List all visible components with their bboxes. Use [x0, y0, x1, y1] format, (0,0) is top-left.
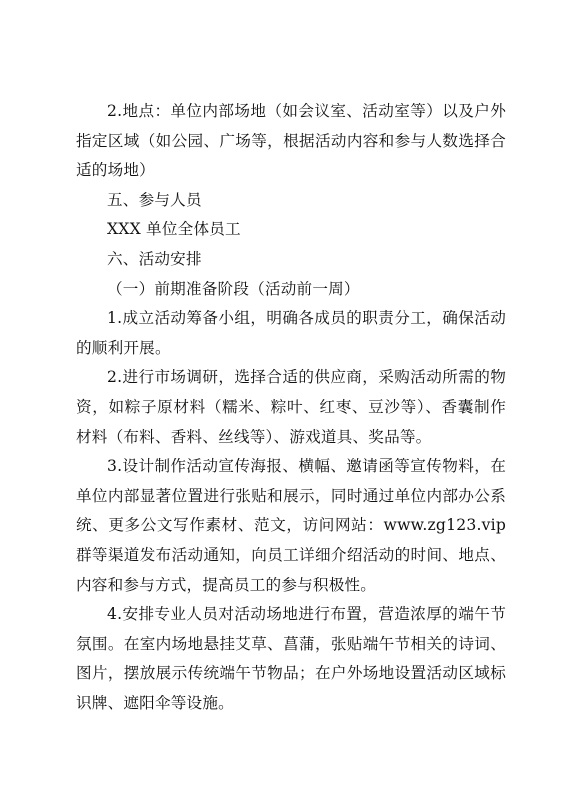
participants-text: XXX 单位全体员工	[107, 220, 241, 239]
preparation-item-2: 2.进行市场调研，选择合适的供应商，采购活动所需的物资，如粽子原材料（糯米、粽叶、红枣、豆沙等）、香囊制作材料（布料、香料、丝线等）、游戏道具、奖品等。	[76, 368, 506, 446]
preparation-item-4: 4.安排专业人员对活动场地进行布置，营造浓厚的端午节氛围。在室内场地悬挂艾草、菖蒲，张贴端午节相关的诗词、图片，摆放展示传统端午节物品；在户外场地设置活动区域标识牌、遮阳伞等设施。	[76, 605, 506, 712]
preparation-item-3: 3.设计制作活动宣传海报、横幅、邀请函等宣传物料，在单位内部显著位置进行张贴和展示，同时通过单位内部办公系统、更多公文写作素材、范文，访问网站：www.zg123.vip 群等渠道发布活动通知，向员工详细介绍活动的时间、地点、内容和参与方式，提高员工的参与积极性。	[76, 457, 506, 594]
venue-paragraph: 2.地点：单位内部场地（如会议室、活动室等）以及户外指定区域（如公园、广场等，根据活动内容和参与人数选择合适的场地）	[76, 102, 506, 180]
section-heading-participants: 五、参与人员	[107, 190, 202, 209]
section-heading-schedule: 六、活动安排	[107, 249, 202, 268]
subsection-heading-preparation: （一）前期准备阶段（活动前一周）	[107, 279, 360, 298]
preparation-item-1: 1.成立活动筹备小组，明确各成员的职责分工，确保活动的顺利开展。	[76, 309, 506, 357]
document-body	[76, 97, 506, 718]
